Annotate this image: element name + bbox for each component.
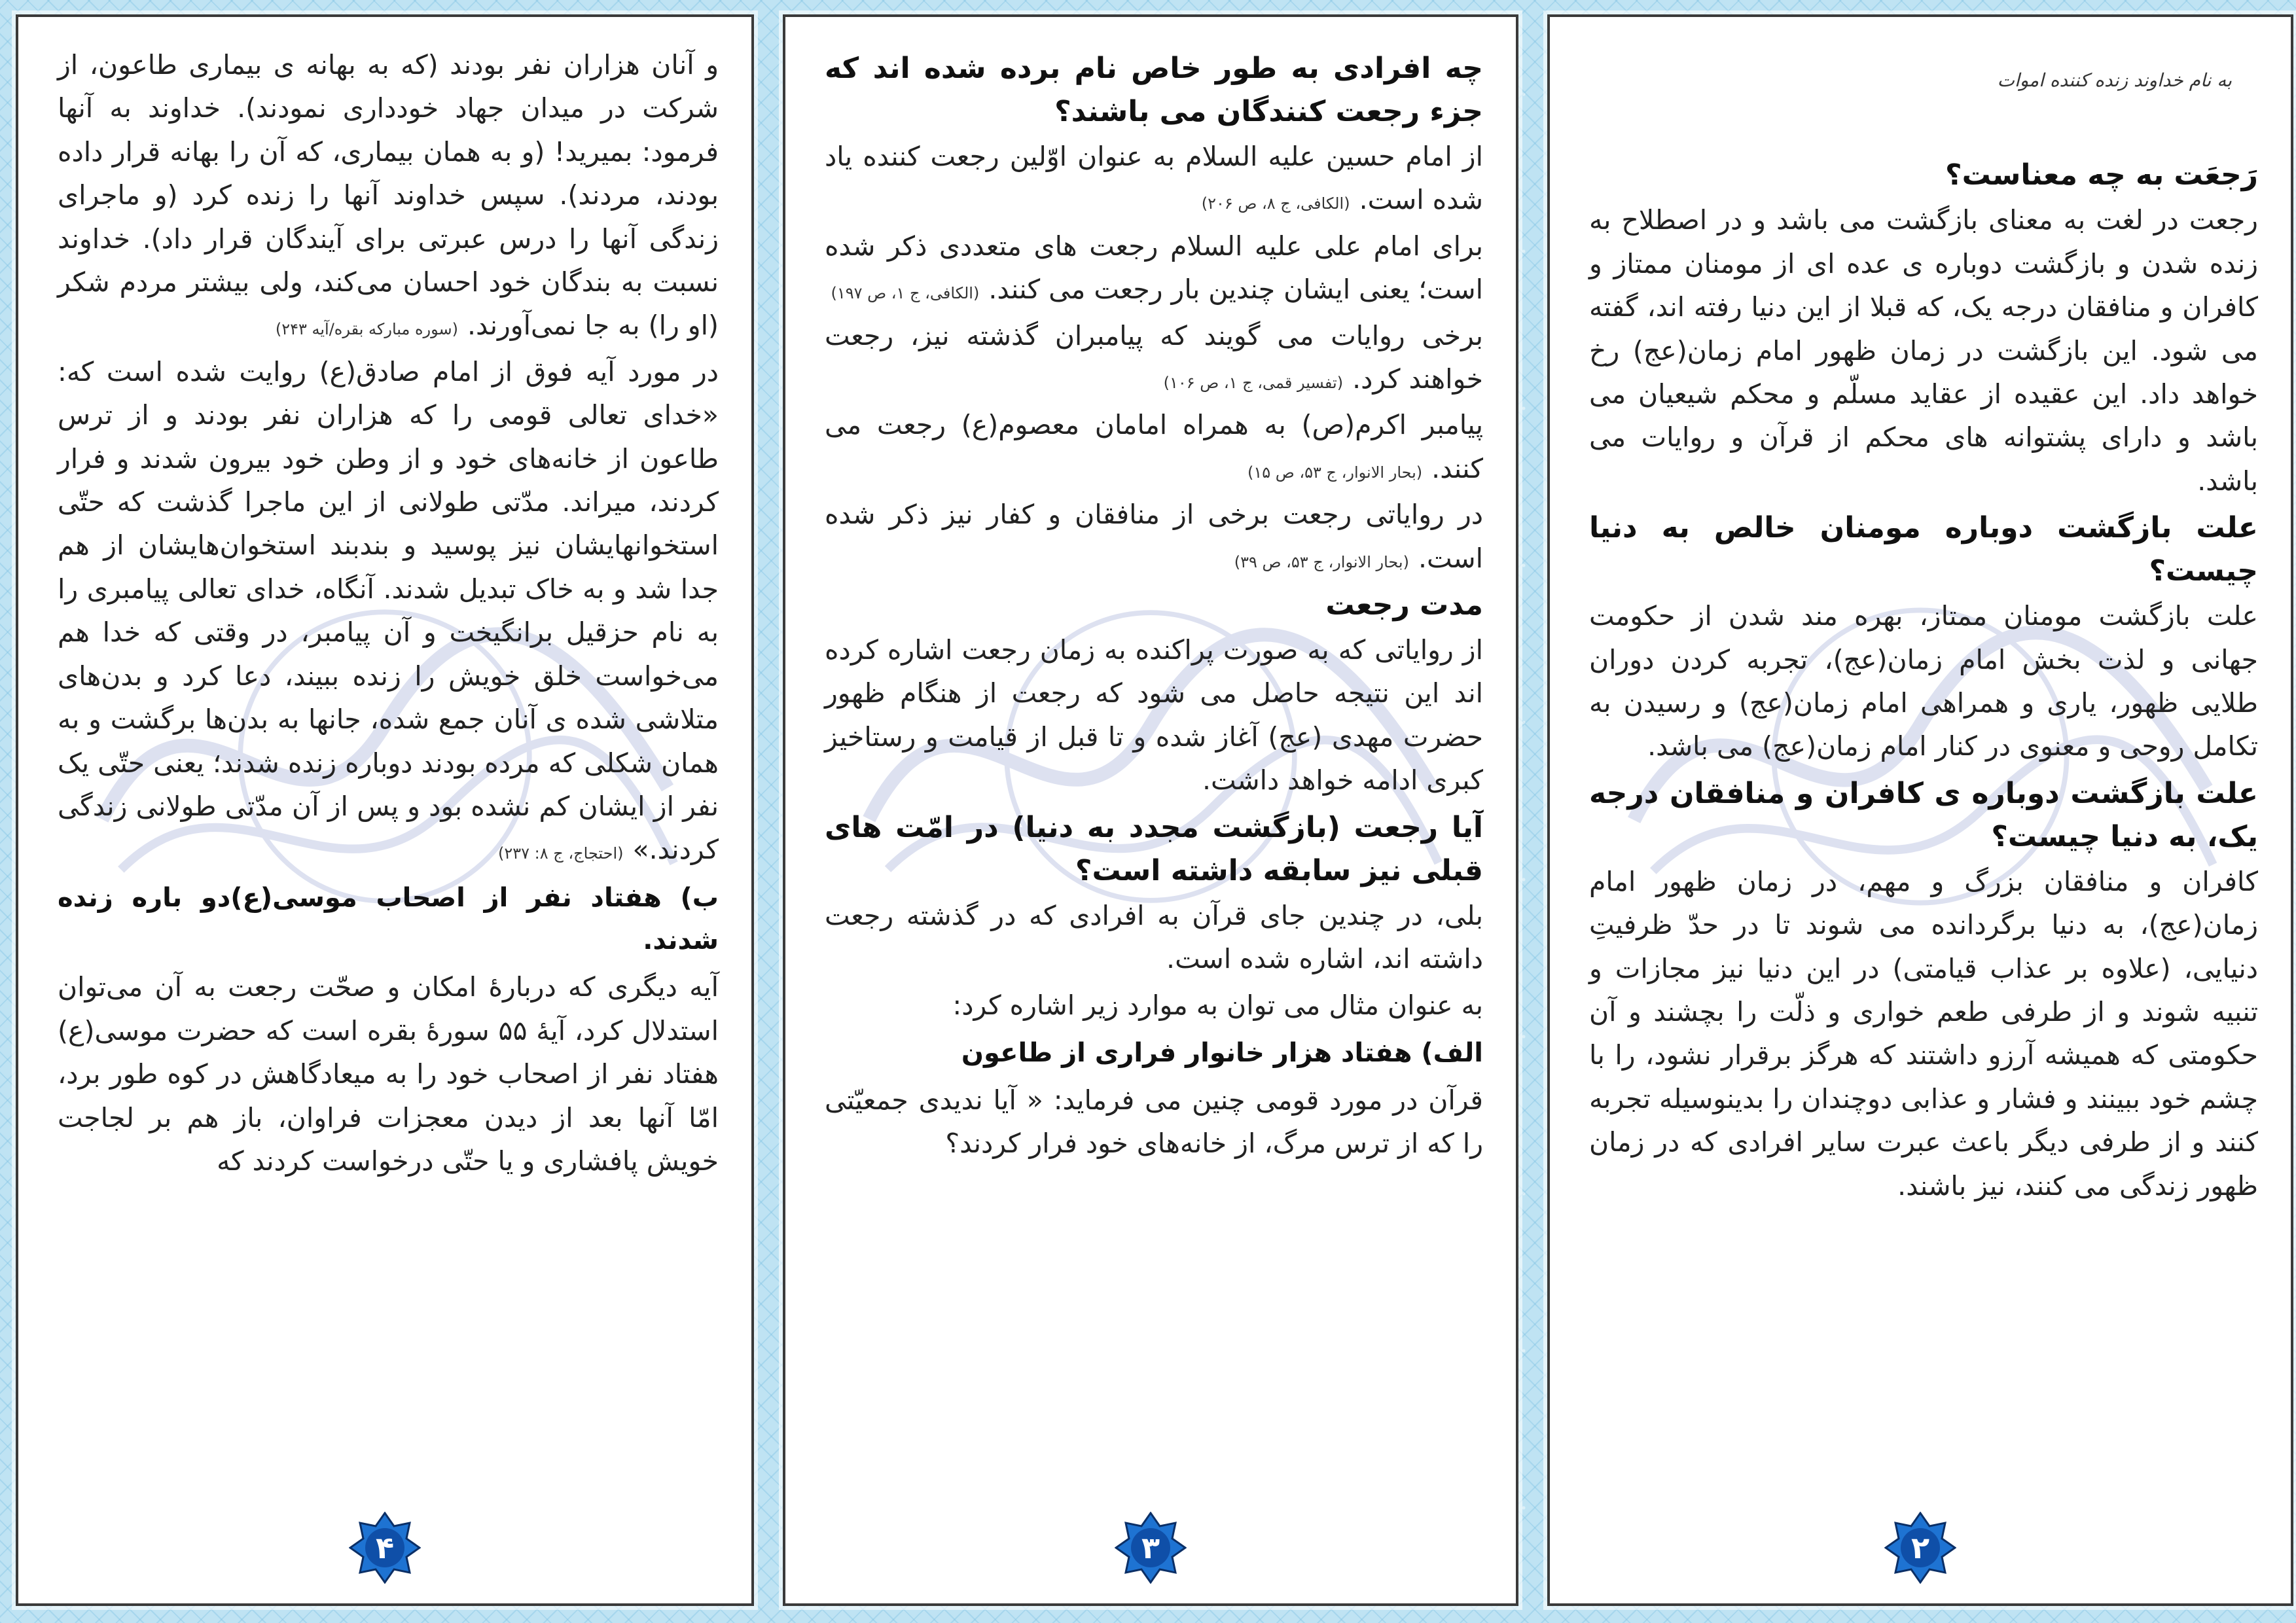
paragraph: کافران و منافقان بزرگ و مهم، در زمان ظهور امام زمان(عج)، به دنیا برگردانده می شوند تا در حدّ ظرفیتِ دنیایی، (علاوه بر عذاب قیامتی) در این دنیا نیز مجازات و تنبیه شوند و از طرفی طعم خواری و ذلّت را بچشند و آن حکومتی که همیشه آرزو داشتند که هرگز برقرار نشود، را با چشم خود ببینند و فشار و عذابی دوچندان را بدینوسیله تجربه کنند و از طرفی دیگر باعث عبرت سایر افرادی که در زمان ظهور زندگی می کنند، نیز باشند. xyxy=(1589,865,2258,1202)
panel-page-4 xyxy=(16,14,754,1606)
paragraph-text: در روایاتی رجعت برخی از منافقان و کفار نیز ذکر شده است. xyxy=(825,499,1483,574)
paragraph-text: و آنان هزاران نفر بودند (که به بهانه ی بیماری طاعون، از شرکت در میدان جهاد خودداری نمودند). خداوند به آنها فرمود: بمیرید! (و به همان بیماری، که آن را بهانه قرار داده بودند، مردند). سپس خداوند آنها را زنده کرد (و ماجرای زندگی آنها را درس عبرتی برای آیندگان قرار داد). خداوند نسبت به بندگان خود احسان می‌کند، ولی بیشتر مردم شکر (او را) به جا نمی‌آورند. xyxy=(58,49,719,342)
paragraph-with-reference xyxy=(825,403,1483,490)
paragraph-text: در مورد آیه فوق از امام صادق(ع) روایت شده است که: «خدای تعالی قومی را که هزاران نفر بودند و از ترس طاعون از خانه‌های خود و از وطن خود بیرون شدند و فرار کردند، میراند. مدّتی طولانی از این ماجرا گذشت که حتّی استخوانهایشان نیز پوسید و بندبند استخوان‌هایشان از هم جدا شد و به خاک تبدیل شدند. آنگاه، خدای تعالی پیامبری را به نام حزقیل برانگیخت و آن پیامبر، در وقتی که خدا هم می‌خواست خلق خویش را زنده ببیند، دعا کرد و بدن‌های متلاشی شده ی آنان جمع شده، جانها به بدن‌ها برگشت و به همان شکلی که مرده بودند دوباره زنده شدند؛ یعنی حتّی یک نفر از ایشان کم نشده بود و پس از آن مدّتی طولانی زندگی کردند.» xyxy=(58,355,719,866)
page-number-badge xyxy=(1884,1512,1956,1584)
citation-reference: (احتجاج، ج ۸: ۲۳۷) xyxy=(497,844,624,863)
paragraph: رجعت در لغت به معنای بازگشت می باشد و در اصطلاح به زنده شدن و بازگشت دوباره ی عده ای از مومنان ممتاز و کافران و منافقان درجه یک، که قبلا از این دنیا رفته اند، گفته می شود. این بازگشت در زمان ظهور امام زمان(عج) رخ خواهد داد. این عقیده از عقاید مسلّم و محکم شیعیان می باشد و دارای پشتوانه های محکم از قرآن و روایات می باشد. xyxy=(1589,204,2258,497)
paragraph-with-reference xyxy=(58,350,719,872)
paragraph-text: از امام حسین علیه السلام به عنوان اوّلین رجعت کننده یاد شده است. xyxy=(825,141,1483,216)
basmala: به نام خداوند زنده کننده اموات xyxy=(1997,69,2232,91)
section-heading: علت بازگشت دوباره مومنان خالص به دنیا چیست؟ xyxy=(1589,511,2258,588)
section-heading: چه افرادی به طور خاص نام برده شده اند که جزء رجعت کنندگان می باشند؟ xyxy=(825,52,1483,128)
page-3-text xyxy=(825,47,1483,1166)
section-heading: الف) هفتاد هزار خانوار فراری از طاعون xyxy=(961,1037,1483,1068)
paragraph: از روایاتی که به صورت پراکنده به زمان رجعت اشاره کرده اند این نتیجه حاصل می شود که رجعت از هنگام ظهور حضرت مهدی (عج) آغاز شده و تا قبل از قیامت و رستاخیز کبری ادامه خواهد داشت. xyxy=(825,634,1483,796)
paragraph: آیه دیگری که دربارۀ امکان و صحّت رجعت به آن می‌توان استدلال کرد، آیۀ ۵۵ سورۀ بقره است که حضرت موسی(ع) هفتاد نفر از اصحاب خود را به میعادگاهش در کوه طور برد، امّا آنها بعد از دیدن معجزات فراوان، باز هم بر لجاجت خویش پافشاری و یا حتّی درخواست کردند که xyxy=(58,971,719,1177)
page-number: ۴ xyxy=(375,1530,395,1565)
paragraph-with-reference xyxy=(825,493,1483,580)
paragraph-with-reference xyxy=(825,224,1483,312)
paragraph: قرآن در مورد قومی چنین می فرماید: « آیا ندیدی جمعیّتی را که از ترس مرگ، از خانه‌های خود فرار کردند؟ xyxy=(825,1084,1483,1160)
page-number: ۳ xyxy=(1141,1530,1160,1565)
page-4-text xyxy=(58,43,719,1183)
citation-reference: (بحار الانوار، ج ۵۳، ص ۱۵) xyxy=(1247,463,1423,482)
page-2-text xyxy=(1589,154,2258,1207)
paragraph-with-reference xyxy=(825,314,1483,401)
section-heading: مدت رجعت xyxy=(1325,588,1483,622)
paragraph-text: پیامبر اکرم(ص) به همراه امامان معصوم(ع) رجعت می کنند. xyxy=(825,409,1483,484)
paragraph: به عنوان مثال می توان به موارد زیر اشاره کرد: xyxy=(952,989,1483,1021)
citation-reference: (الکافی، ج ۱، ص ۱۹۷) xyxy=(831,284,980,303)
paragraph-with-reference xyxy=(825,135,1483,222)
panel-page-2 xyxy=(1547,14,2293,1606)
paragraph-with-reference xyxy=(58,43,719,348)
page-number-badge xyxy=(1115,1512,1187,1584)
citation-reference: (الکافی، ج ۸، ص ۲۰۶) xyxy=(1201,194,1350,213)
panel-page-3 xyxy=(783,14,1518,1606)
citation-reference: (تفسیر قمی، ج ۱، ص ۱۰۶) xyxy=(1163,374,1344,393)
paragraph-text: برای امام علی علیه السلام رجعت های متعددی ذکر شده است؛ یعنی ایشان چندین بار رجعت می کنند. xyxy=(825,230,1483,306)
page-number: ۲ xyxy=(1910,1530,1930,1565)
page-number-badge xyxy=(349,1512,421,1584)
paragraph: علت بازگشت مومنان ممتاز، بهره مند شدن از حکومت جهانی و لذت بخش امام زمان(عج)، تجربه کردن دوران طلایی ظهور، یاری و همراهی امام زمان(عج) و رسیدن به تکامل روحی و معنوی در کنار امام زمان(عج) می باشد. xyxy=(1589,600,2258,762)
section-heading: رَجعَت به چه معناست؟ xyxy=(1945,158,2258,192)
section-heading: آیا رجعت (بازگشت مجدد به دنیا) در امّت های قبلی نیز سابقه داشته است؟ xyxy=(825,810,1483,887)
citation-reference: (سوره مبارکه بقره/آیه ۲۴۳) xyxy=(275,320,459,339)
paragraph: بلی، در چندین جای قرآن به افرادی که در گذشته رجعت داشته اند، اشاره شده است. xyxy=(825,899,1483,975)
section-heading: علت بازگشت دوباره ی کافران و منافقان درجه یک، به دنیا چیست؟ xyxy=(1589,776,2258,853)
paragraph-text: برخی روایات می گویند که پیامبران گذشته نیز، رجعت خواهند کرد. xyxy=(825,319,1483,395)
citation-reference: (بحار الانوار، ج ۵۳، ص ۳۹) xyxy=(1234,552,1409,571)
section-heading: ب) هفتاد نفر از اصحاب موسی(ع)دو باره زنده شدند. xyxy=(58,882,719,955)
